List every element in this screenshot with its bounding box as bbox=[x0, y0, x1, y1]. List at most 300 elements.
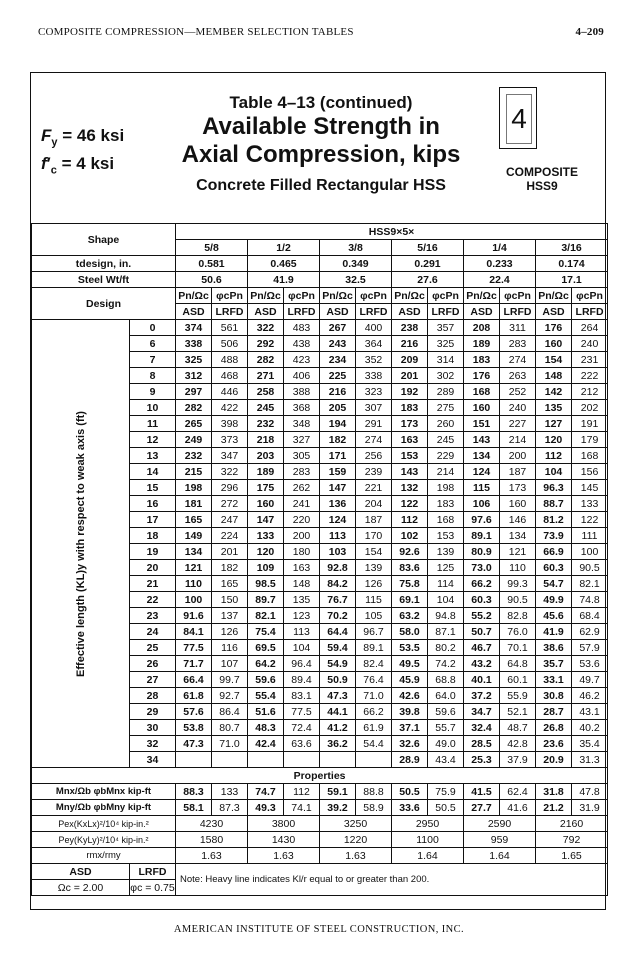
effective-length: 15 bbox=[130, 480, 176, 496]
asd-value: 109 bbox=[248, 560, 284, 576]
phi-pn-header: φcPn bbox=[572, 288, 608, 304]
asd-value: 75.8 bbox=[392, 576, 428, 592]
mny-value: 41.6 bbox=[500, 800, 536, 816]
asd-value: 66.9 bbox=[536, 544, 572, 560]
lrfd-value: 400 bbox=[356, 320, 392, 336]
effective-length: 21 bbox=[130, 576, 176, 592]
wall-thickness: 3/8 bbox=[320, 240, 392, 256]
asd-value: 153 bbox=[392, 448, 428, 464]
lrfd-value: 212 bbox=[572, 384, 608, 400]
asd-value: 58.0 bbox=[392, 624, 428, 640]
asd-value: 59.4 bbox=[320, 640, 356, 656]
mnx-value: 75.9 bbox=[428, 784, 464, 800]
asd-value: 55.4 bbox=[248, 688, 284, 704]
table-row bbox=[32, 272, 608, 288]
asd-value: 88.7 bbox=[536, 496, 572, 512]
section-label-2: HSS9 bbox=[526, 179, 558, 193]
asd-value: 143 bbox=[392, 464, 428, 480]
lrfd-value: 82.8 bbox=[500, 608, 536, 624]
asd-value: 83.6 bbox=[392, 560, 428, 576]
lrfd-value: 53.6 bbox=[572, 656, 608, 672]
effective-length: 29 bbox=[130, 704, 176, 720]
lrfd-value: 125 bbox=[428, 560, 464, 576]
asd-value: 69.5 bbox=[248, 640, 284, 656]
ratio-value: 1.63 bbox=[320, 848, 392, 864]
asd-value: 92.8 bbox=[320, 560, 356, 576]
lrfd-value: 163 bbox=[284, 560, 320, 576]
effective-length: 32 bbox=[130, 736, 176, 752]
lrfd-value: 72.4 bbox=[284, 720, 320, 736]
lrfd-value: 146 bbox=[500, 512, 536, 528]
asd-value: 115 bbox=[464, 480, 500, 496]
running-head bbox=[38, 26, 604, 42]
asd-value: 50.7 bbox=[464, 624, 500, 640]
table-header bbox=[31, 73, 605, 223]
asd-value: 338 bbox=[176, 336, 212, 352]
asd-value: 37.2 bbox=[464, 688, 500, 704]
lrfd-value: 200 bbox=[284, 528, 320, 544]
lrfd-value: 296 bbox=[212, 480, 248, 496]
asd-value: 183 bbox=[392, 400, 428, 416]
asd-value: 66.2 bbox=[464, 576, 500, 592]
asd-value: 271 bbox=[248, 368, 284, 384]
lrfd-value: 57.9 bbox=[572, 640, 608, 656]
mny-value: 58.9 bbox=[356, 800, 392, 816]
lrfd-value: 48.7 bbox=[500, 720, 536, 736]
lrfd-value: 191 bbox=[572, 416, 608, 432]
asd-value: 82.1 bbox=[248, 608, 284, 624]
asd-value: 47.3 bbox=[320, 688, 356, 704]
lrfd-value: 289 bbox=[428, 384, 464, 400]
lrfd-value: 398 bbox=[212, 416, 248, 432]
mnx-value: 59.1 bbox=[320, 784, 356, 800]
asd-value: 160 bbox=[464, 400, 500, 416]
pey-value: 959 bbox=[464, 832, 536, 848]
effective-length: 16 bbox=[130, 496, 176, 512]
lrfd-value: 99.3 bbox=[500, 576, 536, 592]
asd-value: 28.5 bbox=[464, 736, 500, 752]
asd-value: 43.2 bbox=[464, 656, 500, 672]
lrfd-value: 168 bbox=[428, 512, 464, 528]
asd-value: 42.4 bbox=[248, 736, 284, 752]
asd-value: 203 bbox=[248, 448, 284, 464]
asd-value: 112 bbox=[392, 512, 428, 528]
lrfd-value: 52.1 bbox=[500, 704, 536, 720]
table-row bbox=[32, 320, 608, 336]
effective-length: 34 bbox=[130, 752, 176, 768]
effective-length: 0 bbox=[130, 320, 176, 336]
table-number: Table 4–13 (continued) bbox=[229, 93, 413, 112]
lrfd-header: LRFD bbox=[212, 304, 248, 320]
lrfd-value: 338 bbox=[356, 368, 392, 384]
lrfd-value: 165 bbox=[212, 576, 248, 592]
lrfd-value: 40.2 bbox=[572, 720, 608, 736]
asd-value: 147 bbox=[320, 480, 356, 496]
lrfd-label: LRFD bbox=[130, 864, 176, 880]
asd-value: 34.7 bbox=[464, 704, 500, 720]
asd-value: 64.2 bbox=[248, 656, 284, 672]
asd-value: 39.8 bbox=[392, 704, 428, 720]
fy-value: = 46 ksi bbox=[62, 126, 125, 145]
lrfd-value: 245 bbox=[428, 432, 464, 448]
lrfd-value: 561 bbox=[212, 320, 248, 336]
mny-value: 58.1 bbox=[176, 800, 212, 816]
lrfd-value: 59.6 bbox=[428, 704, 464, 720]
asd-value: 100 bbox=[176, 592, 212, 608]
section-label-1: COMPOSITE bbox=[505, 165, 578, 179]
mnx-value: 47.8 bbox=[572, 784, 608, 800]
asd-value: 60.3 bbox=[464, 592, 500, 608]
asd-value: 63.2 bbox=[392, 608, 428, 624]
mny-value: 21.2 bbox=[536, 800, 572, 816]
pex-value: 4230 bbox=[176, 816, 248, 832]
asd-value: 325 bbox=[176, 352, 212, 368]
lrfd-value: 325 bbox=[428, 336, 464, 352]
asd-value: 54.7 bbox=[536, 576, 572, 592]
mnx-value: 62.4 bbox=[500, 784, 536, 800]
lrfd-value: 323 bbox=[356, 384, 392, 400]
lrfd-value: 115 bbox=[356, 592, 392, 608]
table-row bbox=[32, 816, 608, 832]
weight-value: 50.6 bbox=[176, 272, 248, 288]
asd-value: 81.2 bbox=[536, 512, 572, 528]
lrfd-value: 43.4 bbox=[428, 752, 464, 768]
lrfd-value: 180 bbox=[284, 544, 320, 560]
lrfd-value: 347 bbox=[212, 448, 248, 464]
lrfd-value: 100 bbox=[572, 544, 608, 560]
ratio-value: 1.64 bbox=[464, 848, 536, 864]
lrfd-value: 221 bbox=[356, 480, 392, 496]
lrfd-value: 134 bbox=[500, 528, 536, 544]
asd-value: 122 bbox=[392, 496, 428, 512]
tdesign-value: 0.581 bbox=[176, 256, 248, 272]
asd-value: 192 bbox=[392, 384, 428, 400]
lrfd-value: 388 bbox=[284, 384, 320, 400]
ratio-value: 1.63 bbox=[248, 848, 320, 864]
mny-label: Mny/Ωb φbMny kip-ft bbox=[32, 800, 176, 816]
pey-label: Pey(KyLy)²/10⁴ kip-in.² bbox=[32, 832, 176, 848]
asd-value: 148 bbox=[536, 368, 572, 384]
table-row bbox=[32, 256, 608, 272]
mny-value: 74.1 bbox=[284, 800, 320, 816]
asd-value: 189 bbox=[464, 336, 500, 352]
axis-label-cell bbox=[32, 320, 130, 768]
asd-value: 44.1 bbox=[320, 704, 356, 720]
strength-table bbox=[31, 223, 608, 896]
lrfd-value: 302 bbox=[428, 368, 464, 384]
running-head-title: COMPOSITE COMPRESSION—MEMBER SELECTION TABLES bbox=[38, 26, 354, 38]
weight-value: 32.5 bbox=[320, 272, 392, 288]
lrfd-header: LRFD bbox=[284, 304, 320, 320]
mny-value: 49.3 bbox=[248, 800, 284, 816]
lrfd-value: 314 bbox=[428, 352, 464, 368]
lrfd-value: 160 bbox=[500, 496, 536, 512]
lrfd-value bbox=[284, 752, 320, 768]
pex-value: 3250 bbox=[320, 816, 392, 832]
asd-value: 160 bbox=[536, 336, 572, 352]
asd-value: 59.6 bbox=[248, 672, 284, 688]
asd-value: 243 bbox=[320, 336, 356, 352]
pey-value: 1430 bbox=[248, 832, 320, 848]
asd-value: 33.1 bbox=[536, 672, 572, 688]
asd-value: 28.7 bbox=[536, 704, 572, 720]
shape-label: Shape bbox=[32, 224, 176, 256]
asd-value: 66.4 bbox=[176, 672, 212, 688]
asd-value: 205 bbox=[320, 400, 356, 416]
asd-value: 176 bbox=[464, 368, 500, 384]
asd-value: 258 bbox=[248, 384, 284, 400]
asd-value: 46.7 bbox=[464, 640, 500, 656]
asd-value: 124 bbox=[464, 464, 500, 480]
pey-value: 792 bbox=[536, 832, 608, 848]
lrfd-value: 63.6 bbox=[284, 736, 320, 752]
asd-value: 267 bbox=[320, 320, 356, 336]
asd-value: 80.9 bbox=[464, 544, 500, 560]
lrfd-value: 31.3 bbox=[572, 752, 608, 768]
lrfd-value: 220 bbox=[284, 512, 320, 528]
lrfd-value: 201 bbox=[212, 544, 248, 560]
asd-value: 176 bbox=[536, 320, 572, 336]
asd-value: 20.9 bbox=[536, 752, 572, 768]
lrfd-value: 368 bbox=[284, 400, 320, 416]
lrfd-header: LRFD bbox=[500, 304, 536, 320]
asd-value: 89.7 bbox=[248, 592, 284, 608]
effective-length: 14 bbox=[130, 464, 176, 480]
lrfd-value: 89.4 bbox=[284, 672, 320, 688]
pn-omega-header: Pn/Ωc bbox=[536, 288, 572, 304]
asd-value: 51.6 bbox=[248, 704, 284, 720]
lrfd-value: 64.0 bbox=[428, 688, 464, 704]
asd-value: 57.6 bbox=[176, 704, 212, 720]
effective-length: 12 bbox=[130, 432, 176, 448]
lrfd-value: 263 bbox=[500, 368, 536, 384]
pn-omega-header: Pn/Ωc bbox=[176, 288, 212, 304]
asd-value: 53.8 bbox=[176, 720, 212, 736]
lrfd-value: 260 bbox=[428, 416, 464, 432]
lrfd-value: 123 bbox=[284, 608, 320, 624]
pex-value: 2160 bbox=[536, 816, 608, 832]
lrfd-value: 94.8 bbox=[428, 608, 464, 624]
asd-value: 181 bbox=[176, 496, 212, 512]
lrfd-value: 71.0 bbox=[212, 736, 248, 752]
asd-value: 124 bbox=[320, 512, 356, 528]
lrfd-value: 274 bbox=[500, 352, 536, 368]
lrfd-value: 272 bbox=[212, 496, 248, 512]
design-label: Design bbox=[32, 288, 176, 320]
asd-value: 97.6 bbox=[464, 512, 500, 528]
properties-label: Properties bbox=[32, 768, 608, 784]
lrfd-value: 43.1 bbox=[572, 704, 608, 720]
section-label bbox=[483, 165, 601, 193]
lrfd-value: 182 bbox=[212, 560, 248, 576]
phi-pn-header: φcPn bbox=[500, 288, 536, 304]
lrfd-header: LRFD bbox=[572, 304, 608, 320]
effective-length: 28 bbox=[130, 688, 176, 704]
lrfd-value: 104 bbox=[428, 592, 464, 608]
lrfd-value: 80.2 bbox=[428, 640, 464, 656]
table-row bbox=[32, 288, 608, 304]
lrfd-value: 68.4 bbox=[572, 608, 608, 624]
chapter-tab bbox=[499, 87, 537, 149]
lrfd-value: 305 bbox=[284, 448, 320, 464]
asd-value: 216 bbox=[320, 384, 356, 400]
lrfd-value: 82.4 bbox=[356, 656, 392, 672]
asd-value: 70.2 bbox=[320, 608, 356, 624]
asd-value: 216 bbox=[392, 336, 428, 352]
asd-value: 106 bbox=[464, 496, 500, 512]
asd-value: 98.5 bbox=[248, 576, 284, 592]
asd-value: 45.9 bbox=[392, 672, 428, 688]
asd-value: 121 bbox=[176, 560, 212, 576]
lrfd-value: 173 bbox=[500, 480, 536, 496]
asd-value: 76.7 bbox=[320, 592, 356, 608]
asd-value: 60.3 bbox=[536, 560, 572, 576]
wall-thickness: 3/16 bbox=[536, 240, 608, 256]
lrfd-value: 252 bbox=[500, 384, 536, 400]
lrfd-value: 406 bbox=[284, 368, 320, 384]
lrfd-value: 231 bbox=[572, 352, 608, 368]
lrfd-value: 214 bbox=[500, 432, 536, 448]
mny-value: 31.9 bbox=[572, 800, 608, 816]
tdesign-value: 0.349 bbox=[320, 256, 392, 272]
lrfd-value: 55.7 bbox=[428, 720, 464, 736]
asd-value: 113 bbox=[320, 528, 356, 544]
asd-value: 73.9 bbox=[536, 528, 572, 544]
lrfd-value: 348 bbox=[284, 416, 320, 432]
asd-value: 171 bbox=[320, 448, 356, 464]
fc-value: = 4 ksi bbox=[61, 154, 115, 174]
lrfd-value: 352 bbox=[356, 352, 392, 368]
lrfd-value: 114 bbox=[428, 576, 464, 592]
asd-value: 45.6 bbox=[536, 608, 572, 624]
lrfd-value: 200 bbox=[500, 448, 536, 464]
tdesign-value: 0.174 bbox=[536, 256, 608, 272]
asd-value: 173 bbox=[392, 416, 428, 432]
effective-length: 23 bbox=[130, 608, 176, 624]
tdesign-value: 0.465 bbox=[248, 256, 320, 272]
table-title-2: Axial Compression, kips bbox=[181, 141, 461, 168]
ratio-value: 1.64 bbox=[392, 848, 464, 864]
asd-value: 49.5 bbox=[392, 656, 428, 672]
asd-label: ASD bbox=[32, 864, 130, 880]
publisher-footer: AMERICAN INSTITUTE OF STEEL CONSTRUCTION, INC. bbox=[173, 924, 465, 935]
lrfd-value: 307 bbox=[356, 400, 392, 416]
axis-label: Effective length (KL)y with respect to weak axis (ft) bbox=[74, 410, 87, 677]
asd-value bbox=[176, 752, 212, 768]
lrfd-value: 283 bbox=[284, 464, 320, 480]
asd-value: 136 bbox=[320, 496, 356, 512]
lrfd-value: 90.5 bbox=[500, 592, 536, 608]
asd-header: ASD bbox=[464, 304, 500, 320]
asd-value: 36.2 bbox=[320, 736, 356, 752]
phi-pn-header: φcPn bbox=[212, 288, 248, 304]
asd-value: 134 bbox=[176, 544, 212, 560]
lrfd-value: 422 bbox=[212, 400, 248, 416]
asd-value: 53.5 bbox=[392, 640, 428, 656]
lrfd-value: 373 bbox=[212, 432, 248, 448]
lrfd-value: 107 bbox=[212, 656, 248, 672]
table-row bbox=[32, 768, 608, 784]
lrfd-value: 70.1 bbox=[500, 640, 536, 656]
lrfd-value: 42.8 bbox=[500, 736, 536, 752]
effective-length: 19 bbox=[130, 544, 176, 560]
lrfd-value: 87.1 bbox=[428, 624, 464, 640]
lrfd-value: 148 bbox=[284, 576, 320, 592]
effective-length: 17 bbox=[130, 512, 176, 528]
effective-length: 10 bbox=[130, 400, 176, 416]
lrfd-value: 438 bbox=[284, 336, 320, 352]
lrfd-value: 240 bbox=[500, 400, 536, 416]
lrfd-value: 187 bbox=[356, 512, 392, 528]
lrfd-value: 92.7 bbox=[212, 688, 248, 704]
phi-value: φc = 0.75 bbox=[130, 881, 175, 894]
tdesign-label: tdesign, in. bbox=[32, 256, 176, 272]
asd-value: 91.6 bbox=[176, 608, 212, 624]
asd-value: 175 bbox=[248, 480, 284, 496]
lrfd-value: 291 bbox=[356, 416, 392, 432]
lrfd-value bbox=[356, 752, 392, 768]
effective-length: 26 bbox=[130, 656, 176, 672]
mny-value: 87.3 bbox=[212, 800, 248, 816]
asd-value: 48.3 bbox=[248, 720, 284, 736]
effective-length: 11 bbox=[130, 416, 176, 432]
asd-value bbox=[320, 752, 356, 768]
lrfd-value: 179 bbox=[572, 432, 608, 448]
lrfd-value: 156 bbox=[572, 464, 608, 480]
lrfd-value: 145 bbox=[572, 480, 608, 496]
lrfd-value: 116 bbox=[212, 640, 248, 656]
lrfd-value: 105 bbox=[356, 608, 392, 624]
asd-value: 92.6 bbox=[392, 544, 428, 560]
lrfd-value: 283 bbox=[500, 336, 536, 352]
lrfd-value: 104 bbox=[284, 640, 320, 656]
lrfd-value: 150 bbox=[212, 592, 248, 608]
asd-value: 96.3 bbox=[536, 480, 572, 496]
phi-pn-header: φcPn bbox=[356, 288, 392, 304]
lrfd-value: 133 bbox=[572, 496, 608, 512]
asd-value: 69.1 bbox=[392, 592, 428, 608]
mnx-value: 31.8 bbox=[536, 784, 572, 800]
lrfd-value: 506 bbox=[212, 336, 248, 352]
asd-value: 292 bbox=[248, 336, 284, 352]
lrfd-value: 96.4 bbox=[284, 656, 320, 672]
lrfd-value: 121 bbox=[500, 544, 536, 560]
lrfd-value: 137 bbox=[212, 608, 248, 624]
lrfd-value: 239 bbox=[356, 464, 392, 480]
weight-label: Steel Wt/ft bbox=[32, 272, 176, 288]
phi-pn-header: φcPn bbox=[284, 288, 320, 304]
lrfd-value: 68.8 bbox=[428, 672, 464, 688]
lrfd-value: 60.1 bbox=[500, 672, 536, 688]
asd-value: 84.1 bbox=[176, 624, 212, 640]
asd-value: 183 bbox=[464, 352, 500, 368]
lrfd-value: 54.4 bbox=[356, 736, 392, 752]
table-row bbox=[32, 848, 608, 864]
wall-thickness: 5/8 bbox=[176, 240, 248, 256]
asd-value: 218 bbox=[248, 432, 284, 448]
effective-length: 27 bbox=[130, 672, 176, 688]
lrfd-value: 364 bbox=[356, 336, 392, 352]
asd-value: 265 bbox=[176, 416, 212, 432]
lrfd-value: 274 bbox=[356, 432, 392, 448]
tdesign-value: 0.291 bbox=[392, 256, 464, 272]
ratio-label: rmx/rmy bbox=[32, 848, 176, 864]
pn-omega-header: Pn/Ωc bbox=[392, 288, 428, 304]
asd-value: 102 bbox=[392, 528, 428, 544]
table-note: Note: Heavy line indicates Kl/r equal to or greater than 200. bbox=[176, 864, 608, 896]
lrfd-value: 126 bbox=[356, 576, 392, 592]
lrfd-value: 446 bbox=[212, 384, 248, 400]
